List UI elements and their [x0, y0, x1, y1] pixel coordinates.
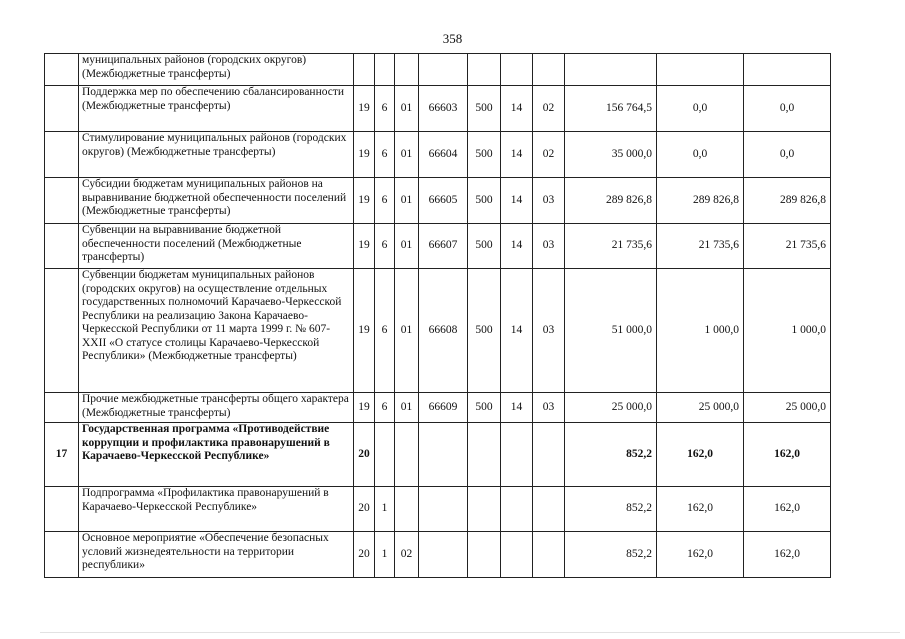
- row-number: [45, 178, 79, 224]
- row-number: 17: [45, 423, 79, 487]
- code-7: 03: [533, 269, 565, 393]
- code-1: 20: [354, 423, 375, 487]
- code-7: 02: [533, 132, 565, 178]
- code-2: [375, 54, 395, 86]
- code-6: 14: [501, 132, 533, 178]
- value-3: [744, 54, 831, 86]
- row-number: [45, 532, 79, 578]
- code-5: [468, 423, 501, 487]
- row-number: [45, 54, 79, 86]
- row-name: Прочие межбюджетные трансферты общего характера (Межбюджетные трансферты): [79, 393, 354, 423]
- code-1: 19: [354, 224, 375, 269]
- code-2: [375, 423, 395, 487]
- code-2: 6: [375, 224, 395, 269]
- code-4: 66604: [419, 132, 468, 178]
- table-row: [45, 178, 831, 224]
- code-6: 14: [501, 178, 533, 224]
- row-number: [45, 224, 79, 269]
- code-6: 14: [501, 86, 533, 132]
- row-number: [45, 86, 79, 132]
- code-3: 01: [395, 269, 419, 393]
- value-3: 1 000,0: [744, 269, 831, 393]
- code-4: 66608: [419, 269, 468, 393]
- value-1: 852,2: [565, 532, 657, 578]
- code-3: 01: [395, 86, 419, 132]
- budget-table-body: [45, 54, 831, 578]
- code-3: 01: [395, 224, 419, 269]
- value-2: 21 735,6: [657, 224, 744, 269]
- code-7: [533, 54, 565, 86]
- value-2: 162,0: [657, 487, 744, 532]
- code-5: 500: [468, 132, 501, 178]
- table-row: [45, 269, 831, 393]
- value-1: 25 000,0: [565, 393, 657, 423]
- code-6: [501, 487, 533, 532]
- code-5: 500: [468, 269, 501, 393]
- value-2: 1 000,0: [657, 269, 744, 393]
- value-2: 0,0: [657, 86, 744, 132]
- code-4: [419, 423, 468, 487]
- row-name: Подпрограмма «Профилактика правонарушений в Карачаево-Черкесской Республике»: [79, 487, 354, 532]
- value-1: 289 826,8: [565, 178, 657, 224]
- page-number: 358: [442, 31, 463, 46]
- code-7: [533, 532, 565, 578]
- table-row: [45, 423, 831, 487]
- row-name: Субвенции бюджетам муниципальных районов (городских округов) на осуществление отдельных государственных полномочий Карачаево-Черкесской Республики на реализацию Закона Карачаево-Черкесской Республики от 11 марта 1999 г. № 607-XXII «О статусе столицы Карачаево-Черкесской Республики» (Межбюджетные трансферты): [79, 269, 354, 393]
- scan-edge-line: [40, 632, 900, 633]
- row-name: муниципальных районов (городских округов) (Межбюджетные трансферты): [79, 54, 354, 86]
- value-3: 0,0: [744, 132, 831, 178]
- code-1: [354, 54, 375, 86]
- code-6: [501, 423, 533, 487]
- code-7: 03: [533, 393, 565, 423]
- code-5: 500: [468, 86, 501, 132]
- row-name: Стимулирование муниципальных районов (городских округов) (Межбюджетные трансферты): [79, 132, 354, 178]
- code-7: 02: [533, 86, 565, 132]
- code-2: 6: [375, 393, 395, 423]
- code-4: 66607: [419, 224, 468, 269]
- code-2: 1: [375, 532, 395, 578]
- code-6: 14: [501, 393, 533, 423]
- code-3: 02: [395, 532, 419, 578]
- code-7: [533, 487, 565, 532]
- table-row: [45, 132, 831, 178]
- value-3: 162,0: [744, 423, 831, 487]
- value-1: 852,2: [565, 487, 657, 532]
- code-1: 19: [354, 178, 375, 224]
- code-1: 19: [354, 132, 375, 178]
- budget-table: [44, 53, 831, 578]
- code-3: [395, 423, 419, 487]
- value-2: 0,0: [657, 132, 744, 178]
- table-row: [45, 54, 831, 86]
- row-number: [45, 269, 79, 393]
- row-name: Государственная программа «Противодействие коррупции и профилактика правонарушений в Карачаево-Черкесской Республике»: [79, 423, 354, 487]
- value-1: 156 764,5: [565, 86, 657, 132]
- row-name: Субсидии бюджетам муниципальных районов на выравнивание бюджетной обеспеченности поселений (Межбюджетные трансферты): [79, 178, 354, 224]
- table-row: [45, 532, 831, 578]
- value-2: [657, 54, 744, 86]
- code-5: [468, 54, 501, 86]
- row-name: Поддержка мер по обеспечению сбалансированности (Межбюджетные трансферты): [79, 86, 354, 132]
- row-number: [45, 393, 79, 423]
- value-3: 289 826,8: [744, 178, 831, 224]
- code-4: [419, 487, 468, 532]
- code-3: 01: [395, 132, 419, 178]
- value-2: 162,0: [657, 423, 744, 487]
- code-1: 19: [354, 86, 375, 132]
- code-6: [501, 54, 533, 86]
- value-1: 852,2: [565, 423, 657, 487]
- value-2: 289 826,8: [657, 178, 744, 224]
- row-number: [45, 487, 79, 532]
- value-2: 162,0: [657, 532, 744, 578]
- code-6: 14: [501, 224, 533, 269]
- code-5: [468, 532, 501, 578]
- value-3: 0,0: [744, 86, 831, 132]
- code-4: 66603: [419, 86, 468, 132]
- value-3: 162,0: [744, 532, 831, 578]
- code-2: 6: [375, 86, 395, 132]
- code-6: 14: [501, 269, 533, 393]
- code-1: 19: [354, 393, 375, 423]
- code-5: [468, 487, 501, 532]
- code-4: 66609: [419, 393, 468, 423]
- code-1: 19: [354, 269, 375, 393]
- value-1: 21 735,6: [565, 224, 657, 269]
- code-2: 6: [375, 132, 395, 178]
- code-3: 01: [395, 393, 419, 423]
- table-row: [45, 487, 831, 532]
- table-row: [45, 224, 831, 269]
- row-name: Субвенции на выравнивание бюджетной обеспеченности поселений (Межбюджетные трансферты): [79, 224, 354, 269]
- code-2: 1: [375, 487, 395, 532]
- value-1: [565, 54, 657, 86]
- code-4: [419, 54, 468, 86]
- code-6: [501, 532, 533, 578]
- value-2: 25 000,0: [657, 393, 744, 423]
- value-1: 35 000,0: [565, 132, 657, 178]
- value-1: 51 000,0: [565, 269, 657, 393]
- value-3: 21 735,6: [744, 224, 831, 269]
- code-2: 6: [375, 178, 395, 224]
- code-5: 500: [468, 224, 501, 269]
- code-5: 500: [468, 393, 501, 423]
- code-1: 20: [354, 532, 375, 578]
- row-number: [45, 132, 79, 178]
- table-row: [45, 393, 831, 423]
- code-3: [395, 487, 419, 532]
- value-3: 25 000,0: [744, 393, 831, 423]
- row-name: Основное мероприятие «Обеспечение безопасных условий жизнедеятельности на территории республики»: [79, 532, 354, 578]
- code-2: 6: [375, 269, 395, 393]
- code-3: [395, 54, 419, 86]
- code-7: 03: [533, 178, 565, 224]
- code-7: [533, 423, 565, 487]
- code-1: 20: [354, 487, 375, 532]
- code-3: 01: [395, 178, 419, 224]
- code-4: 66605: [419, 178, 468, 224]
- table-row: [45, 86, 831, 132]
- code-7: 03: [533, 224, 565, 269]
- code-5: 500: [468, 178, 501, 224]
- code-4: [419, 532, 468, 578]
- value-3: 162,0: [744, 487, 831, 532]
